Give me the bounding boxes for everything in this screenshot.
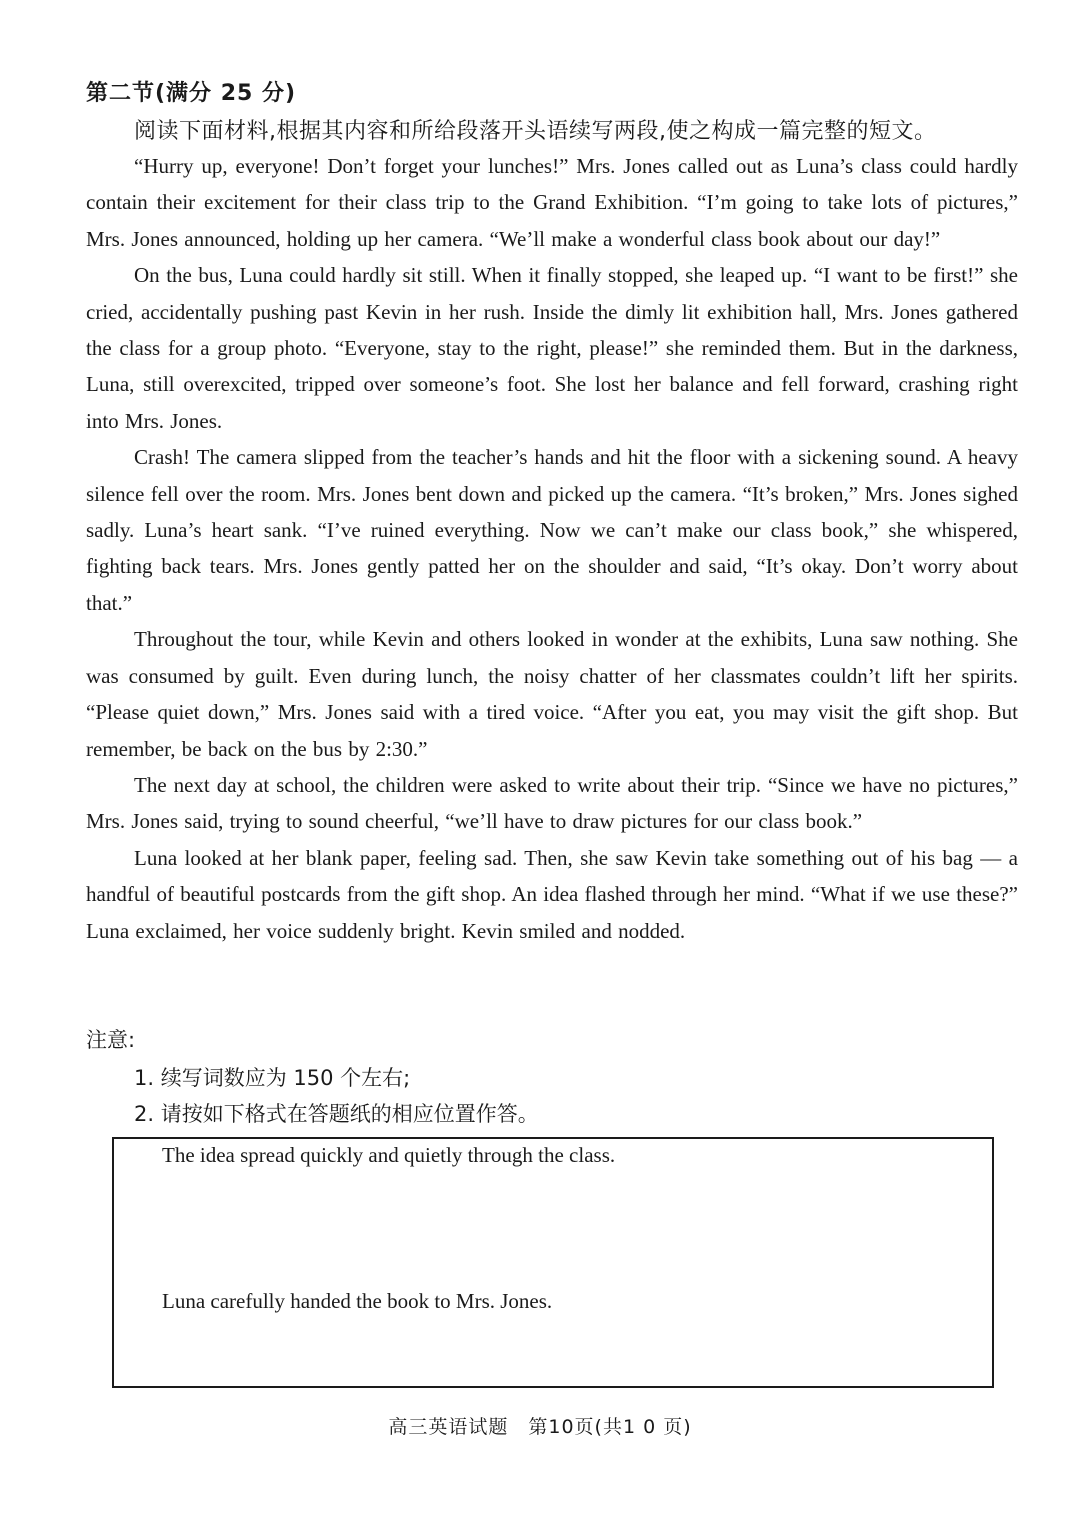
passage-paragraph-5: The next day at school, the children were asked to write about their trip. “Since we have no pictures,” Mrs. Jones said, trying to sound cheerful, “we’ll have to draw pictures for our class book.” [86,772,1018,834]
answer-box [112,1137,994,1388]
continuation-opening-1: The idea spread quickly and quietly through the class. [162,1143,616,1167]
notes-item-1: 1. 续写词数应为 150 个左右; [134,1066,411,1090]
passage-paragraph-6: Luna looked at her blank paper, feeling sad. Then, she saw Kevin take something out of his bag — a handful of beautiful postcards from the gift shop. An idea flashed through her mind. “What if we use these?” Luna exclaimed, her voice suddenly bright. Kevin smiled and nodded. [86,845,1018,943]
page-footer: 高三英语试题 第10页(共1 0 页) [388,1416,692,1438]
passage-paragraph-3: Crash! The camera slipped from the teacher’s hands and hit the floor with a sickening sound. A heavy silence fell over the room. Mrs. Jones bent down and picked up the camera. “It’s broken,” Mrs. Jones sighed sadly. Luna’s heart sank. “I’ve ruined everything. Now we can’t make our class book,” she whispered, fighting back tears. Mrs. Jones gently patted her on the shoulder and said, “It’s okay. Don’t worry about that.” [86,445,1018,615]
notes-item-2: 2. 请按如下格式在答题纸的相应位置作答。 [134,1102,539,1126]
passage-paragraph-4: Throughout the tour, while Kevin and others looked in wonder at the exhibits, Luna saw nothing. She was consumed by guilt. Even during lunch, the noisy chatter of her classmates couldn’t lift her spirits. “Please quiet down,” Mrs. Jones said with a tired voice. “After you eat, you may visit the gift shop. But remember, be back on the bus by 2:30.” [86,627,1018,761]
section-title: 第二节(满分 25 分) [86,81,297,106]
reading-passage [86,148,1018,949]
section-instruction: 阅读下面材料,根据其内容和所给段落开头语续写两段,使之构成一篇完整的短文。 [134,119,937,144]
passage-paragraph-2: On the bus, Luna could hardly sit still. When it finally stopped, she leaped up. “I want to be first!” she cried, accidentally pushing past Kevin in her rush. Inside the dimly lit exhibition hall, Mrs. Jones gathered the class for a group photo. “Everyone, stay to the right, please!” she reminded them. But in the darkness, Luna, still overexcited, tripped over someone’s foot. She lost her balance and fell forward, crashing right into Mrs. Jones. [86,263,1018,433]
passage-paragraph-1: “Hurry up, everyone! Don’t forget your lunches!” Mrs. Jones called out as Luna’s class could hardly contain their excitement for their class trip to the Grand Exhibition. “I’m going to take lots of pictures,” Mrs. Jones announced, holding up her camera. “We’ll make a wonderful class book about our day!” [86,154,1018,251]
continuation-opening-2: Luna carefully handed the book to Mrs. Jones. [162,1289,553,1313]
notes-title: 注意: [86,1028,136,1052]
